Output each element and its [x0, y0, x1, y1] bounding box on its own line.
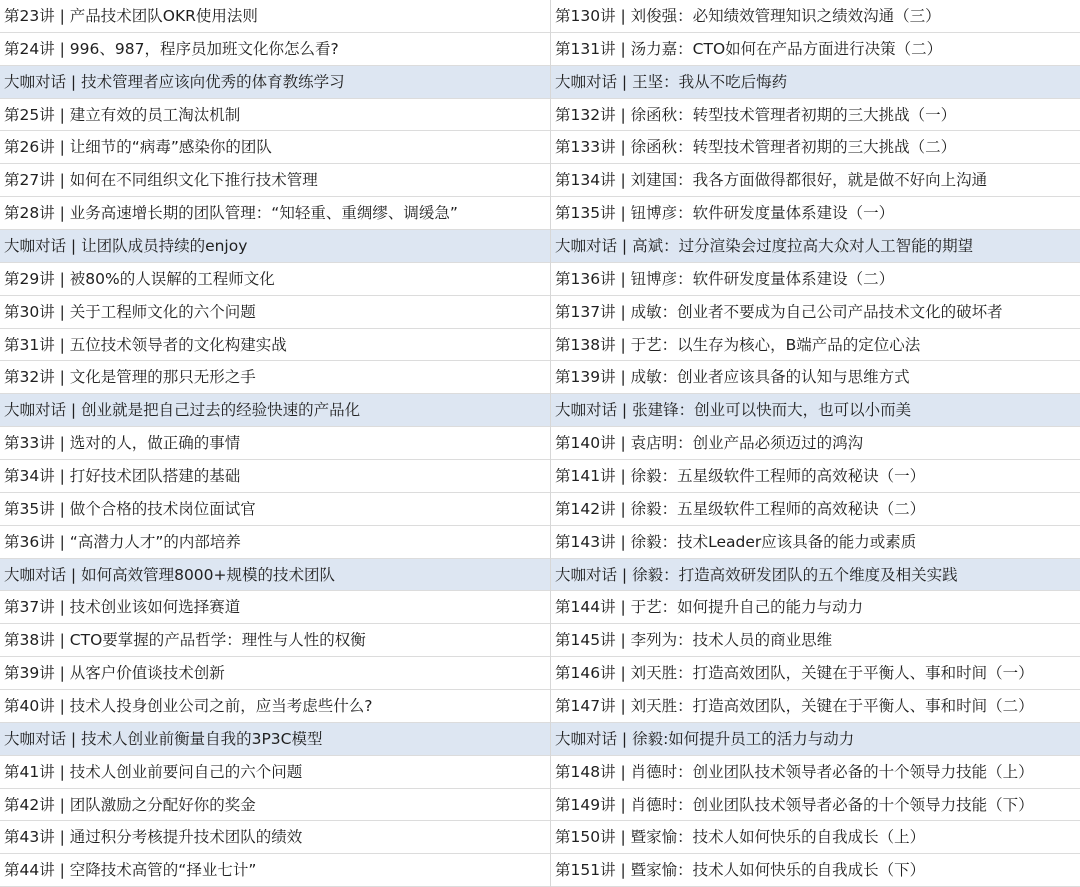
lecture-row[interactable]: 第150讲 | 暨家愉：技术人如何快乐的自我成长（上）	[551, 821, 1080, 854]
talk-row[interactable]: 大咖对话 | 高斌：过分渲染会过度拉高大众对人工智能的期望	[551, 230, 1080, 263]
lecture-row[interactable]: 第34讲 | 打好技术团队搭建的基础	[0, 460, 550, 493]
talk-row[interactable]: 大咖对话 | 如何高效管理8000+规模的技术团队	[0, 559, 550, 592]
lecture-row[interactable]: 第27讲 | 如何在不同组织文化下推行技术管理	[0, 164, 550, 197]
lecture-row[interactable]: 第139讲 | 成敏：创业者应该具备的认知与思维方式	[551, 361, 1080, 394]
lecture-row[interactable]: 第24讲 | 996、987，程序员加班文化你怎么看?	[0, 33, 550, 66]
lecture-row[interactable]: 第43讲 | 通过积分考核提升技术团队的绩效	[0, 821, 550, 854]
lecture-row[interactable]: 第148讲 | 肖德时：创业团队技术领导者必备的十个领导力技能（上）	[551, 756, 1080, 789]
talk-row[interactable]: 大咖对话 | 徐毅:如何提升员工的活力与动力	[551, 723, 1080, 756]
lecture-row[interactable]: 第40讲 | 技术人投身创业公司之前，应当考虑些什么?	[0, 690, 550, 723]
lecture-row[interactable]: 第31讲 | 五位技术领导者的文化构建实战	[0, 329, 550, 362]
lecture-row[interactable]: 第131讲 | 汤力嘉：CTO如何在产品方面进行决策（二）	[551, 33, 1080, 66]
lecture-row[interactable]: 第141讲 | 徐毅：五星级软件工程师的高效秘诀（一）	[551, 460, 1080, 493]
lecture-row[interactable]: 第39讲 | 从客户价值谈技术创新	[0, 657, 550, 690]
lecture-row[interactable]: 第32讲 | 文化是管理的那只无形之手	[0, 361, 550, 394]
lecture-row[interactable]: 第144讲 | 于艺：如何提升自己的能力与动力	[551, 591, 1080, 624]
lecture-row[interactable]: 第26讲 | 让细节的“病毒”感染你的团队	[0, 131, 550, 164]
lecture-row[interactable]: 第42讲 | 团队激励之分配好你的奖金	[0, 789, 550, 822]
lecture-row[interactable]: 第35讲 | 做个合格的技术岗位面试官	[0, 493, 550, 526]
talk-row[interactable]: 大咖对话 | 技术人创业前衡量自我的3P3C模型	[0, 723, 550, 756]
lecture-row[interactable]: 第138讲 | 于艺：以生存为核心，B端产品的定位心法	[551, 329, 1080, 362]
lecture-row[interactable]: 第33讲 | 选对的人，做正确的事情	[0, 427, 550, 460]
lecture-row[interactable]: 第37讲 | 技术创业该如何选择赛道	[0, 591, 550, 624]
lecture-row[interactable]: 第38讲 | CTO要掌握的产品哲学：理性与人性的权衡	[0, 624, 550, 657]
lecture-row[interactable]: 第23讲 | 产品技术团队OKR使用法则	[0, 0, 550, 33]
right-column	[551, 0, 1080, 887]
lecture-row[interactable]: 第135讲 | 钮博彦：软件研发度量体系建设（一）	[551, 197, 1080, 230]
lecture-row[interactable]: 第28讲 | 业务高速增长期的团队管理：“知轻重、重绸缪、调缓急”	[0, 197, 550, 230]
talk-row[interactable]: 大咖对话 | 张建锋：创业可以快而大，也可以小而美	[551, 394, 1080, 427]
lecture-row[interactable]: 第132讲 | 徐函秋：转型技术管理者初期的三大挑战（一）	[551, 99, 1080, 132]
lecture-row[interactable]: 第36讲 | “高潜力人才”的内部培养	[0, 526, 550, 559]
lecture-row[interactable]: 第25讲 | 建立有效的员工淘汰机制	[0, 99, 550, 132]
talk-row[interactable]: 大咖对话 | 技术管理者应该向优秀的体育教练学习	[0, 66, 550, 99]
lecture-row[interactable]: 第140讲 | 袁店明：创业产品必须迈过的鸿沟	[551, 427, 1080, 460]
lecture-row[interactable]: 第151讲 | 暨家愉：技术人如何快乐的自我成长（下）	[551, 854, 1080, 887]
talk-row[interactable]: 大咖对话 | 创业就是把自己过去的经验快速的产品化	[0, 394, 550, 427]
lecture-row[interactable]: 第146讲 | 刘天胜：打造高效团队，关键在于平衡人、事和时间（一）	[551, 657, 1080, 690]
lecture-row[interactable]: 第41讲 | 技术人创业前要问自己的六个问题	[0, 756, 550, 789]
lecture-row[interactable]: 第147讲 | 刘天胜：打造高效团队，关键在于平衡人、事和时间（二）	[551, 690, 1080, 723]
lecture-row[interactable]: 第130讲 | 刘俊强：必知绩效管理知识之绩效沟通（三）	[551, 0, 1080, 33]
lecture-row[interactable]: 第137讲 | 成敏：创业者不要成为自己公司产品技术文化的破坏者	[551, 296, 1080, 329]
lecture-row[interactable]: 第136讲 | 钮博彦：软件研发度量体系建设（二）	[551, 263, 1080, 296]
lecture-row[interactable]: 第44讲 | 空降技术高管的“择业七计”	[0, 854, 550, 887]
lecture-row[interactable]: 第149讲 | 肖德时：创业团队技术领导者必备的十个领导力技能（下）	[551, 789, 1080, 822]
lecture-row[interactable]: 第145讲 | 李列为：技术人员的商业思维	[551, 624, 1080, 657]
lecture-row[interactable]: 第29讲 | 被80%的人误解的工程师文化	[0, 263, 550, 296]
lecture-row[interactable]: 第133讲 | 徐函秋：转型技术管理者初期的三大挑战（二）	[551, 131, 1080, 164]
talk-row[interactable]: 大咖对话 | 徐毅：打造高效研发团队的五个维度及相关实践	[551, 559, 1080, 592]
lecture-row[interactable]: 第142讲 | 徐毅：五星级软件工程师的高效秘诀（二）	[551, 493, 1080, 526]
lecture-row[interactable]: 第134讲 | 刘建国：我各方面做得都很好，就是做不好向上沟通	[551, 164, 1080, 197]
lecture-row[interactable]: 第143讲 | 徐毅：技术Leader应该具备的能力或素质	[551, 526, 1080, 559]
talk-row[interactable]: 大咖对话 | 让团队成员持续的enjoy	[0, 230, 550, 263]
talk-row[interactable]: 大咖对话 | 王坚：我从不吃后悔药	[551, 66, 1080, 99]
lecture-row[interactable]: 第30讲 | 关于工程师文化的六个问题	[0, 296, 550, 329]
